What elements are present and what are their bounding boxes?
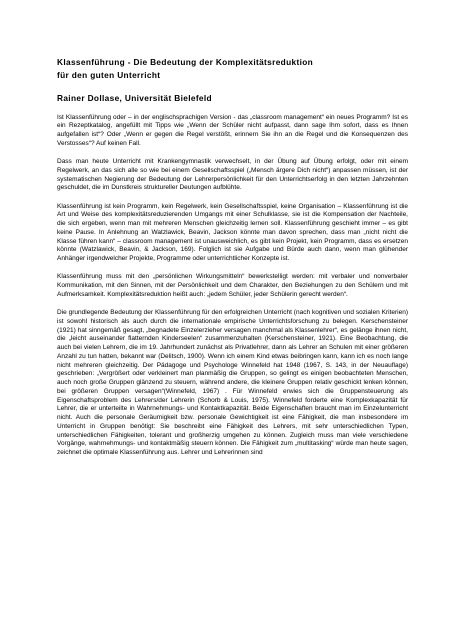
- paragraph-5: Die grundlegende Bedeutung der Klassenführung für den erfolgreichen Unterricht (nach kognitiven und sozialen Kriterien) ist sowohl historisch als auch durch die internationale empirische Unterrichtsforschung zu belegen. Kerschensteiner (1921) hat sinngemäß gesagt, „begnadete Einzelerzieher versagen manchmal als Klassenlehrer“, es gelänge ihnen nicht, die „leicht auseinander flatternden Kinderseelen“ zusammenzuhalten (Kerschensteiner, 1921). Eine Beobachtung, die auch bei vielen Lehrern, die im 19. Jahrhundert zunächst als Privatlehrer, dann als Lehrer an Schulen mit einer größeren Anzahl zu tun hatten, bekannt war (Delitsch, 1900). Wenn ich einem Kind etwas beibringen kann, kann ich es noch lange nicht mehreren gleichzeitig. Der Pädagoge und Psychologe Winnefeld hat 1948 (1967, S. 143, in der Neuauflage) geschrieben: „Vergrößert oder verkleinert man planmäßig die Gruppen, so gelingt es einigen beobachteten Menschen, auch noch große Gruppen glänzend zu steuern, während andere, die kleinere Gruppen relativ geschickt lenken können, bei größeren Gruppen versagen“(Winnefeld, 1967) . Für Winnefeld erwies sich die Gruppensteuerung als Eigenschaftsproblem des Lehrers/der Lehrerin (Schorb & Louis, 1975). Winnefeld forderte eine Komplexkapazität für Lehrer, die er unterteilte in Wahrnehmungs- und Kontaktkapazität. Beide Eigenschaften braucht man im Einzelunterricht nicht. Auch die personale Geräumigkeit bzw. personale Gewichtigkeit ist eine Fähigkeit, die man insbesondere im Unterricht in Gruppen benötigt: Sie beschreibt eine Fähigkeit des Lehrers, mit sehr unterschiedlichen Typen, unterschiedlichen Fähigkeiten, tolerant und großherzig umgehen zu können. Zugleich muss man viele verschiedene Vorgänge, wahrnehmungs- und kontaktmäßig steuern können. Die Fähigkeit zum „multitasking“ würde man heute sagen, zeichnet die optimale Klassenführung aus. Lehrer und Lehrerinnen sind: [57, 309, 408, 456]
- document-title-line-2: für den guten Unterricht: [57, 69, 161, 80]
- paragraph-4: Klassenführung muss mit den „persönlichen Wirkungsmitteln“ bewerkstelligt werden: mit verbaler und nonverbaler Kommunikation, mit den Sinnen, mit der Persönlichkeit und dem Charakter, den Beziehungen zu den Schülern und mit Aufmerksamkeit. Komplexitätsreduktion heißt auch: „jedem Schüler, jeder Schülerin gerecht werden“.: [57, 273, 408, 298]
- paragraph-1: Ist Klassenführung oder – in der englischsprachigen Version - das „classroom management“ ein neues Programm? Ist es ein Rezeptkatalog, angefüllt mit Tipps wie „Wenn der Schüler nicht aufpasst, dann sage Ihm sofort, dass es Ihnen aufgefallen ist“? Oder „Wenn er gegen die Regel verstößt, erinnern Sie ihn an die Regel und die Konsequenzen des Verstosses“? Auf keinen Fall.: [57, 113, 408, 147]
- document-title-line-1: Klassenführung - Die Bedeutung der Komplexitätsreduktion: [57, 57, 314, 67]
- paragraph-3: Klassenführung ist kein Programm, kein Regelwerk, kein Gesellschaftsspiel, keine Organisation – Klassenführung ist die Art und Weise des komplexitätsreduzierenden Umgangs mit einer Schulklasse, sie ist die Kompensation der Nachteile, die sich ergeben, wenn man mit mehreren Menschen gleichzeitig lernen soll. Klassenführung geschieht immer – es gibt keine Pause. In Anlehnung an Watzlawick, Beavin, Jackson könnte man davon sprechen, dass man „nicht nicht die Klasse führen kann“ – classroom management ist unausweichlich, es gibt kein Projekt, kein Programm, dass es ersetzen könnte (Watzlawick, Beavin, & Jackson, 169). Folglich ist sie Aufgabe und Bürde auch dann, wenn man glühender Anhänger irgendwelcher Projekte, Programme oder unterrichtlicher Konzepte ist.: [57, 202, 408, 262]
- paragraph-2: Dass man heute Unterricht mit Krankengymnastik verwechselt, in der Übung auf Übung erfolgt, oder mit einem Regelwerk, an das sich alle so wie bei einem Gesellschaftsspiel („Mensch ärgere Dich nicht“) anpassen müssen, ist der systematischen Negierung der Bedeutung der Lehrerpersönlichkeit für den Unterrichtserfolg in den letzten Jahrzehnten geschuldet, die im Dunstkreis struktureller Deutungen aufblühte.: [57, 158, 408, 192]
- document-title: [57, 56, 408, 81]
- author-line: Rainer Dollase, Universität Bielefeld: [57, 93, 212, 103]
